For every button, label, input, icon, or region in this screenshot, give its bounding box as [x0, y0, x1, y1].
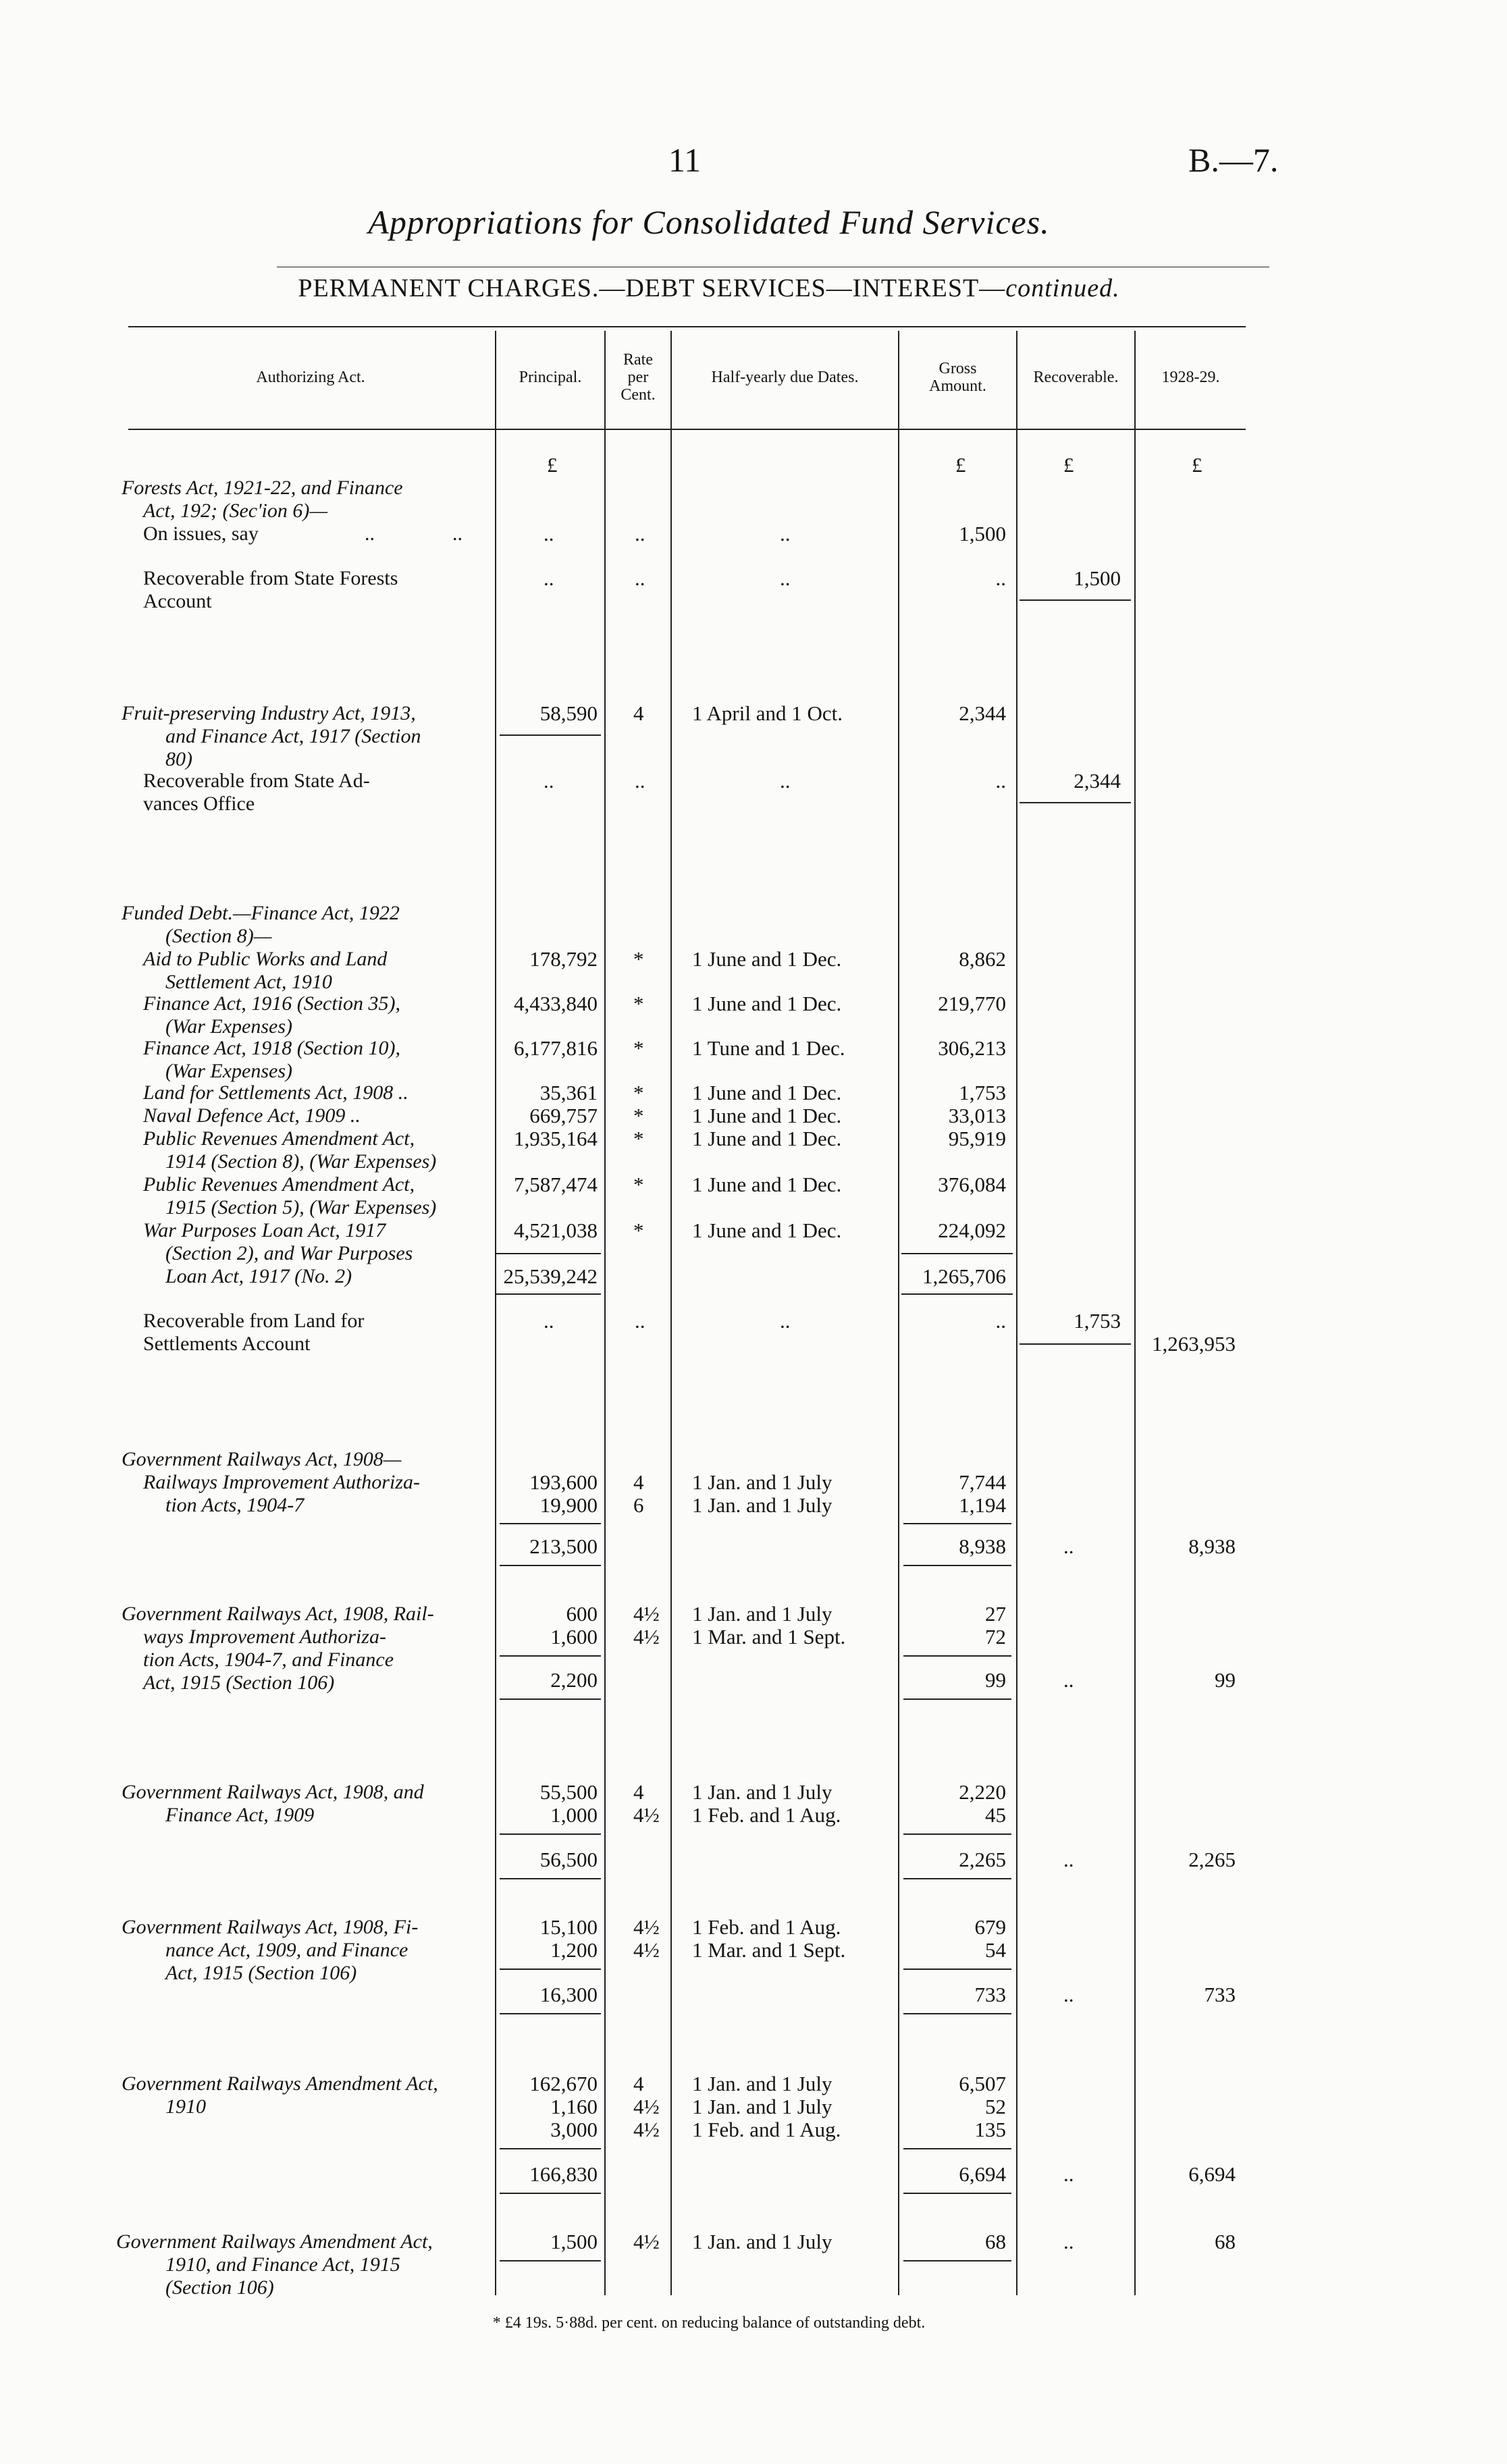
railway-act-line: ways Improvement Authoriza- — [143, 1626, 386, 1648]
funded-act-line1: Aid to Public Works and Land — [143, 948, 388, 970]
leader-dots: .. — [780, 1309, 791, 1333]
header-rate-line2: per — [627, 369, 649, 386]
railway-act-line: Railways Improvement Authoriza- — [143, 1471, 420, 1493]
railway-rate: 4½ — [633, 1938, 660, 1962]
railway-year-total: 8,938 — [1188, 1534, 1236, 1558]
subtotal-rule — [500, 2148, 601, 2149]
leader-dots: .. — [1063, 2230, 1074, 2253]
forests-act-line2: Act, 192; (Sec'ion 6)— — [143, 500, 328, 522]
leader-dots: .. — [635, 769, 645, 793]
railway-principal: 162,670 — [529, 2072, 598, 2095]
railway-act-line: Government Railways Amendment Act, — [116, 2230, 433, 2253]
header-year: 1928-29. — [1161, 369, 1220, 386]
fruit-act-line3: 80) — [165, 748, 192, 770]
railway-dates: 1 Mar. and 1 Sept. — [692, 1625, 846, 1649]
funded-dates: 1 June and 1 Dec. — [692, 947, 842, 971]
header-dates: Half-yearly due Dates. — [711, 369, 859, 386]
subtotal-rule — [903, 1878, 1011, 1879]
leader-dots: .. — [1063, 1534, 1074, 1558]
railway-principal: 1,500 — [550, 2230, 598, 2253]
leader-dots: .. — [995, 769, 1006, 793]
funded-principal: 178,792 — [529, 947, 598, 971]
forests-dates-dots: .. — [780, 522, 791, 545]
railway-principal: 19,900 — [539, 1493, 598, 1517]
railway-rate: 6 — [633, 1493, 644, 1517]
funded-total-principal: 25,539,242 — [503, 1264, 598, 1288]
railway-rate: 4½ — [633, 1625, 660, 1649]
fruit-recoverable: 2,344 — [1074, 769, 1121, 793]
funded-heading-line2: (Section 8)— — [165, 925, 272, 947]
fruit-act-line1: Fruit-preserving Industry Act, 1913, — [122, 702, 416, 724]
subtitle-main: PERMANENT CHARGES.—DEBT SERVICES—INTEREST— — [298, 274, 1006, 302]
railway-rate: 4½ — [633, 2095, 660, 2118]
subtotal-rule — [903, 1833, 1011, 1835]
railway-principal: 1,200 — [550, 1938, 598, 1962]
funded-act-line1: Finance Act, 1916 (Section 35), — [143, 992, 401, 1015]
subtotal-rule — [500, 2260, 601, 2261]
subtotal-rule — [903, 2148, 1011, 2149]
header-gross-line1: Gross — [938, 360, 977, 377]
leader-dots: .. — [544, 566, 554, 590]
subtotal-rule — [496, 1253, 601, 1254]
railway-dates: 1 Jan. and 1 July — [692, 1470, 832, 1494]
col-divider-recoverable — [1016, 331, 1017, 2295]
railway-act-line: Act, 1915 (Section 106) — [143, 1671, 335, 1694]
subtotal-rule — [903, 2260, 1011, 2261]
subtotal-rule — [500, 1565, 601, 1566]
funded-gross: 306,213 — [938, 1036, 1006, 1060]
leader-dots: .. — [1063, 1848, 1074, 1871]
railway-rate: 4 — [633, 1780, 644, 1804]
unit-principal: £ — [547, 453, 558, 477]
railway-act-line: Government Railways Act, 1908, Fi- — [122, 1916, 419, 1938]
funded-rate: * — [633, 1081, 644, 1104]
railway-dates: 1 Mar. and 1 Sept. — [692, 1938, 846, 1962]
funded-year-total: 1,263,953 — [1152, 1332, 1236, 1356]
col-divider-dates — [670, 331, 672, 2295]
railway-year-total: 6,694 — [1188, 2162, 1236, 2186]
funded-act-line1: Land for Settlements Act, 1908 .. — [143, 1081, 408, 1104]
leader-dots: .. — [780, 769, 791, 793]
header-rate — [606, 351, 670, 404]
header-authorizing-act: Authorizing Act. — [256, 369, 365, 386]
railway-dates: 1 Jan. and 1 July — [692, 1780, 832, 1804]
leader-dots: .. — [544, 769, 554, 793]
railway-gross: 27 — [985, 1602, 1006, 1626]
subtotal-rule — [500, 1698, 601, 1700]
funded-last-line: Loan Act, 1917 (No. 2) — [165, 1265, 352, 1287]
railway-dates: 1 Feb. and 1 Aug. — [692, 1915, 841, 1939]
railway-gross: 135 — [974, 2118, 1006, 2141]
railway-act-line: Government Railways Act, 1908, Rail- — [122, 1603, 434, 1625]
subtotal-rule — [500, 734, 601, 736]
railway-act-line: nance Act, 1909, and Finance — [165, 1939, 408, 1961]
railway-act-line: 1910, and Finance Act, 1915 — [165, 2253, 400, 2276]
subtotal-rule — [500, 1878, 601, 1879]
leader-dots: .. — [1063, 1668, 1074, 1692]
funded-dates: 1 June and 1 Dec. — [692, 1104, 842, 1127]
leader-dots: .. — [452, 523, 462, 545]
funded-rate: * — [633, 947, 644, 971]
railway-gross: 1,194 — [959, 1493, 1006, 1517]
subtotal-rule — [500, 1523, 601, 1524]
railway-total-gross: 2,265 — [959, 1848, 1006, 1871]
funded-act-line1: Naval Defence Act, 1909 .. — [143, 1104, 361, 1127]
header-recoverable: Recoverable. — [1033, 369, 1119, 386]
funded-principal: 4,433,840 — [514, 992, 598, 1015]
funded-principal: 1,935,164 — [514, 1127, 598, 1150]
unit-recoverable: £ — [1063, 453, 1074, 477]
railway-gross: 68 — [985, 2230, 1006, 2253]
subtotal-rule — [496, 1293, 601, 1295]
unit-year: £ — [1192, 453, 1202, 477]
fruit-recov-line2: vances Office — [143, 793, 255, 815]
page-title: Appropriations for Consolidated Fund Services. — [368, 203, 1050, 241]
header-principal: Principal. — [519, 369, 582, 386]
forests-gross: 1,500 — [959, 522, 1006, 545]
fruit-recov-line1: Recoverable from State Ad- — [143, 770, 370, 792]
railway-rate: 4½ — [633, 1915, 660, 1939]
subtotal-rule — [903, 1968, 1011, 1970]
railway-year-total: 2,265 — [1188, 1848, 1236, 1871]
leader-dots: .. — [635, 566, 645, 590]
funded-principal: 4,521,038 — [514, 1218, 598, 1242]
funded-gross: 33,013 — [948, 1104, 1006, 1127]
funded-dates: 1 June and 1 Dec. — [692, 1218, 842, 1242]
railway-total-gross: 733 — [974, 1983, 1006, 2006]
funded-dates: 1 June and 1 Dec. — [692, 1081, 842, 1104]
funded-principal: 7,587,474 — [514, 1173, 598, 1196]
funded-rate: * — [633, 1036, 644, 1060]
funded-dates: 1 Tune and 1 Dec. — [692, 1036, 845, 1060]
railway-act-line: tion Acts, 1904-7 — [165, 1494, 305, 1516]
subtotal-rule — [1020, 1343, 1131, 1345]
page-number: 11 — [668, 141, 702, 179]
subtotal-rule — [500, 1833, 601, 1835]
railway-rate: 4½ — [633, 1803, 660, 1827]
railway-rate: 4½ — [633, 1602, 660, 1626]
leader-dots: .. — [365, 523, 375, 545]
funded-act-line1: Finance Act, 1918 (Section 10), — [143, 1037, 401, 1059]
fruit-principal: 58,590 — [539, 701, 598, 725]
fruit-dates: 1 April and 1 Oct. — [692, 701, 843, 725]
funded-act-line2: (Section 2), and War Purposes — [165, 1242, 413, 1264]
subtotal-rule — [1020, 802, 1131, 803]
subtotal-rule — [1020, 599, 1131, 601]
railway-total-gross: 8,938 — [959, 1534, 1006, 1558]
railway-act-line: Act, 1915 (Section 106) — [165, 1962, 357, 1984]
forests-act-line1: Forests Act, 1921-22, and Finance — [122, 477, 403, 499]
railway-gross: 7,744 — [959, 1470, 1006, 1494]
railway-year-total: 68 — [1215, 2230, 1236, 2253]
railway-total-gross: 6,694 — [959, 2162, 1006, 2186]
forests-recov-line2: Account — [143, 590, 212, 612]
funded-recov-line1: Recoverable from Land for — [143, 1310, 365, 1332]
railway-principal: 3,000 — [550, 2118, 598, 2141]
subtotal-rule — [500, 1655, 601, 1657]
subtotal-rule — [901, 1253, 1013, 1254]
funded-act-line2: (War Expenses) — [165, 1015, 293, 1038]
railway-dates: 1 Jan. and 1 July — [692, 2072, 832, 2095]
forests-recov-line1: Recoverable from State Forests — [143, 567, 398, 589]
funded-dates: 1 June and 1 Dec. — [692, 1173, 842, 1196]
railway-principal: 1,160 — [550, 2095, 598, 2118]
railway-total-principal: 2,200 — [550, 1668, 598, 1692]
subtotal-rule — [903, 1655, 1011, 1657]
subtotal-rule — [903, 1523, 1011, 1524]
funded-recoverable: 1,753 — [1074, 1309, 1121, 1333]
railway-total-principal: 56,500 — [539, 1848, 598, 1871]
funded-heading-line1: Funded Debt.—Finance Act, 1922 — [122, 902, 400, 924]
col-divider-gross — [898, 331, 899, 2295]
railway-principal: 600 — [566, 1602, 598, 1626]
leader-dots: .. — [995, 1309, 1006, 1333]
header-rate-line1: Rate — [623, 351, 653, 369]
header-rate-line3: Cent. — [620, 386, 656, 404]
railway-total-principal: 16,300 — [539, 1983, 598, 2006]
subtitle-italic: continued. — [1005, 274, 1120, 302]
railway-dates: 1 Feb. and 1 Aug. — [692, 1803, 841, 1827]
funded-gross: 1,753 — [959, 1081, 1006, 1104]
header-gross-line2: Amount. — [929, 377, 986, 395]
railway-dates: 1 Jan. and 1 July — [692, 1493, 832, 1517]
funded-gross: 95,919 — [948, 1127, 1006, 1150]
funded-principal: 35,361 — [539, 1081, 598, 1104]
railway-gross: 54 — [985, 1938, 1006, 1962]
railway-dates: 1 Jan. and 1 July — [692, 2095, 832, 2118]
forests-principal-dots: .. — [544, 522, 554, 545]
funded-act-line2: 1915 (Section 5), (War Expenses) — [165, 1196, 437, 1218]
funded-dates: 1 June and 1 Dec. — [692, 1127, 842, 1150]
subtotal-rule — [500, 2013, 601, 2014]
leader-dots: .. — [1063, 1983, 1074, 2006]
railway-dates: 1 Jan. and 1 July — [692, 2230, 832, 2253]
railway-principal: 15,100 — [539, 1915, 598, 1939]
railway-total-principal: 213,500 — [529, 1534, 598, 1558]
funded-act-line2: Settlement Act, 1910 — [165, 971, 332, 993]
fruit-gross: 2,344 — [959, 701, 1006, 725]
railway-act-line: Government Railways Act, 1908— — [122, 1448, 402, 1470]
funded-rate: * — [633, 992, 644, 1015]
subtotal-rule — [500, 1968, 601, 1970]
railway-act-line: Government Railways Act, 1908, and — [122, 1781, 424, 1803]
funded-recov-line2: Settlements Account — [143, 1333, 311, 1355]
funded-dates: 1 June and 1 Dec. — [692, 992, 842, 1015]
col-divider-rate — [604, 331, 606, 2295]
fruit-rate: 4 — [633, 701, 644, 725]
railway-dates: 1 Feb. and 1 Aug. — [692, 2118, 841, 2141]
railway-total-gross: 99 — [985, 1668, 1006, 1692]
railway-gross: 6,507 — [959, 2072, 1006, 2095]
forests-rate-dots: .. — [635, 522, 645, 545]
unit-gross: £ — [955, 453, 966, 477]
subtotal-rule — [903, 1698, 1011, 1700]
railway-gross: 45 — [985, 1803, 1006, 1827]
funded-act-line1: Public Revenues Amendment Act, — [143, 1173, 415, 1196]
funded-rate: * — [633, 1218, 644, 1242]
leader-dots: .. — [1063, 2162, 1074, 2186]
railway-total-principal: 166,830 — [529, 2162, 598, 2186]
railway-act-line: tion Acts, 1904-7, and Finance — [143, 1649, 394, 1671]
funded-act-line2: (War Expenses) — [165, 1060, 293, 1082]
railway-act-line: Government Railways Amendment Act, — [122, 2072, 438, 2095]
header-gross — [899, 360, 1016, 395]
railway-principal: 55,500 — [539, 1780, 598, 1804]
document-reference: B.—7. — [1188, 141, 1279, 179]
railway-rate: 4 — [633, 1470, 644, 1494]
railway-year-total: 99 — [1215, 1668, 1236, 1692]
railway-rate: 4½ — [633, 2118, 660, 2141]
railway-gross: 2,220 — [959, 1780, 1006, 1804]
subtotal-rule — [500, 2193, 601, 2194]
funded-principal: 6,177,816 — [514, 1036, 598, 1060]
funded-gross: 376,084 — [938, 1173, 1006, 1196]
railway-act-line: 1910 — [165, 2095, 206, 2118]
funded-act-line2: 1914 (Section 8), (War Expenses) — [165, 1150, 437, 1173]
section-subtitle — [0, 273, 1418, 303]
funded-rate: * — [633, 1104, 644, 1127]
funded-act-line1: Public Revenues Amendment Act, — [143, 1127, 415, 1150]
railway-gross: 52 — [985, 2095, 1006, 2118]
subtotal-rule — [903, 2193, 1011, 2194]
railway-act-line: Finance Act, 1909 — [165, 1804, 315, 1826]
table-top-rule — [128, 326, 1246, 327]
leader-dots: .. — [635, 1309, 645, 1333]
railway-rate: 4½ — [633, 2230, 660, 2253]
railway-gross: 72 — [985, 1625, 1006, 1649]
railway-act-line: (Section 106) — [165, 2276, 274, 2299]
subtotal-rule — [903, 1565, 1011, 1566]
funded-gross: 8,862 — [959, 947, 1006, 971]
funded-total-gross: 1,265,706 — [922, 1264, 1006, 1288]
leader-dots: .. — [780, 566, 791, 590]
railway-year-total: 733 — [1204, 1983, 1236, 2006]
subtotal-rule — [901, 1293, 1013, 1295]
header-bottom-rule — [128, 429, 1246, 430]
railway-principal: 1,000 — [550, 1803, 598, 1827]
footnote: * £4 19s. 5·88d. per cent. on reducing balance of outstanding debt. — [492, 2314, 926, 2332]
railway-principal: 193,600 — [529, 1470, 598, 1494]
funded-act-line1: War Purposes Loan Act, 1917 — [143, 1219, 386, 1241]
railway-gross: 679 — [974, 1915, 1006, 1939]
funded-gross: 224,092 — [938, 1218, 1006, 1242]
funded-gross: 219,770 — [938, 992, 1006, 1015]
railway-rate: 4 — [633, 2072, 644, 2095]
forests-recoverable: 1,500 — [1074, 566, 1121, 590]
railway-principal: 1,600 — [550, 1625, 598, 1649]
funded-rate: * — [633, 1127, 644, 1150]
funded-rate: * — [633, 1173, 644, 1196]
leader-dots: .. — [995, 566, 1006, 590]
subtotal-rule — [903, 2013, 1011, 2014]
funded-principal: 669,757 — [529, 1104, 598, 1127]
fruit-act-line2: and Finance Act, 1917 (Section — [165, 725, 421, 747]
leader-dots: .. — [544, 1309, 554, 1333]
forests-issues-label: On issues, say — [143, 523, 259, 545]
railway-dates: 1 Jan. and 1 July — [692, 1602, 832, 1626]
